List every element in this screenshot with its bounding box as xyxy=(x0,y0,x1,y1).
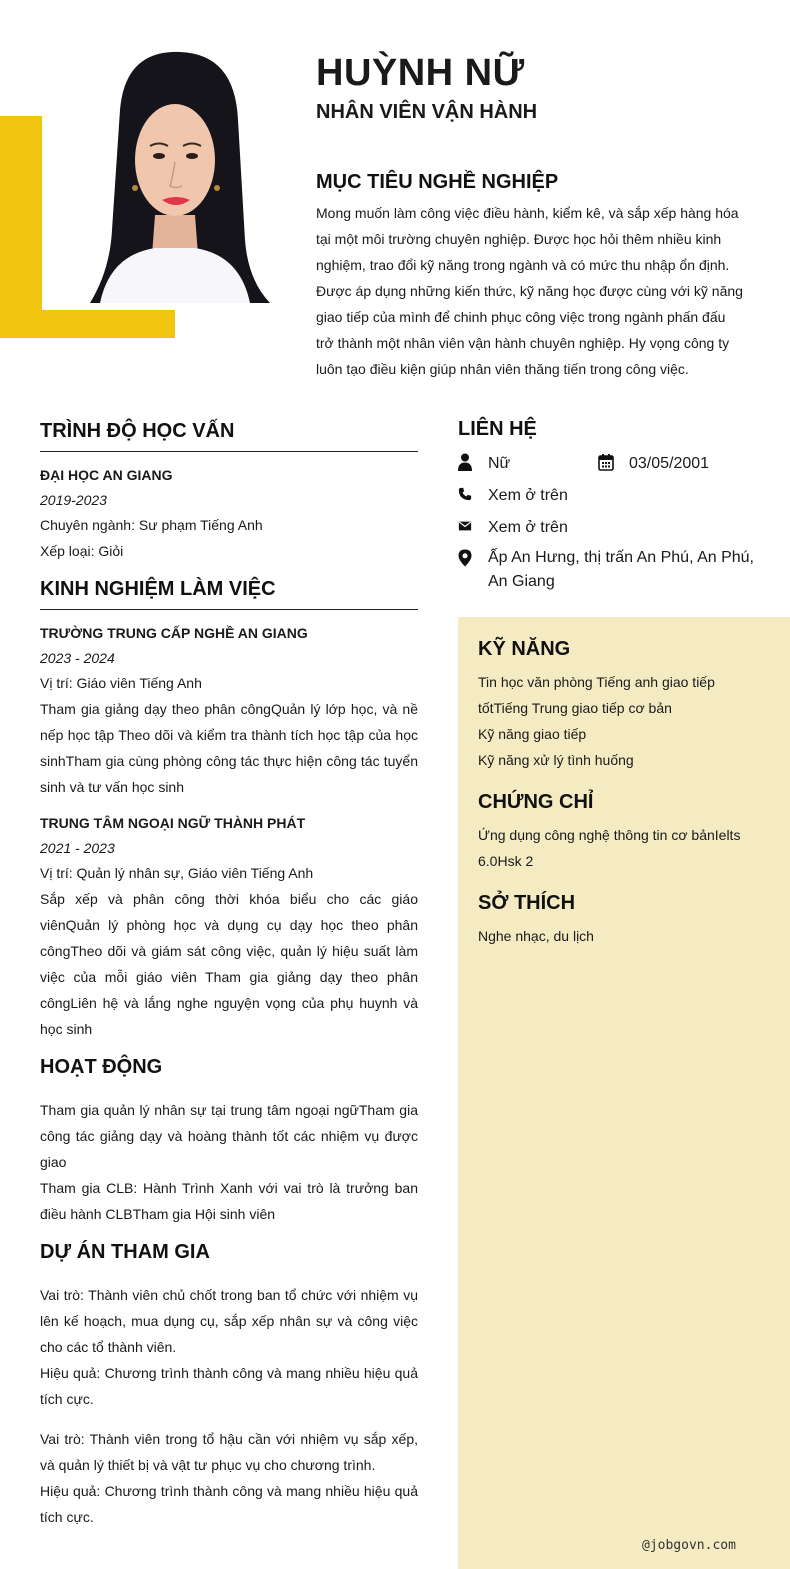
job-title: NHÂN VIÊN VẬN HÀNH xyxy=(316,101,538,123)
objective-text: Mong muốn làm công việc điều hành, kiểm kê, và sắp xếp hàng hóa tại một môi trường chuyên nghiệp. Được học hỏi thêm nhiều kinh nghiệm, trao đổi kỹ năng trong ngành và có mức thu nhập ổn định. Được áp dụng những kiến thức, kỹ năng học được cùng với kỹ năng giao tiếp của mình để chinh phục công việc trong ngành phấn đấu trở thành một nhân viên vận hành chuyên nghiệp. Hy vọng công ty luôn tạo điều kiện giúp nhân viên thăng tiến trong công việc. xyxy=(316,205,743,377)
main-column xyxy=(40,420,418,1530)
person-icon xyxy=(458,453,472,471)
experience-position: Vị trí: Giáo viên Tiếng Anh xyxy=(40,675,202,691)
skill-item: Kỹ năng giao tiếp xyxy=(478,726,587,742)
experience-org: TRUNG TÂM NGOẠI NGỮ THÀNH PHÁT xyxy=(40,815,306,831)
activities-section xyxy=(40,1056,418,1227)
experience-period: 2023 - 2024 xyxy=(40,650,115,666)
skills-heading: KỸ NĂNG xyxy=(478,638,571,660)
project-item xyxy=(40,1282,418,1412)
experience-period: 2021 - 2023 xyxy=(40,840,115,856)
accent-bar xyxy=(0,116,42,338)
hobbies-heading: SỞ THÍCH xyxy=(478,892,576,914)
activity-item: Tham gia CLB: Hành Trình Xanh với vai trò là trưởng ban điều hành CLBTham gia Hội sinh viên xyxy=(40,1180,418,1222)
education-major: Chuyên ngành: Sư phạm Tiếng Anh xyxy=(40,517,263,533)
contact-gender: Nữ xyxy=(488,455,511,472)
contact-row-email xyxy=(458,515,758,547)
contact-heading: LIÊN HỆ xyxy=(458,418,537,440)
activity-item: Tham gia quản lý nhân sự tại trung tâm ngoại ngữTham gia công tác giảng dạy và hoàng thành tốt các nhiệm vụ được giao xyxy=(40,1102,418,1170)
objective-heading: MỤC TIÊU NGHỀ NGHIỆP xyxy=(316,171,559,193)
education-school: ĐẠI HỌC AN GIANG xyxy=(40,467,173,483)
contact-address: Ấp An Hưng, thị trấn An Phú, An Phú, An Giang xyxy=(488,549,754,590)
contact-row-phone xyxy=(458,483,758,515)
contact-phone: Xem ở trên xyxy=(488,487,568,504)
experience-desc: Sắp xếp và phân công thời khóa biểu cho các giáo viênQuản lý phòng học và dụng cụ dạy học theo phân côngTheo dõi và giám sát công việc, quản lý hiệu suất làm việc của mỗi giáo viên Tham gia giảng dạy theo phân côngLiên hệ và lắng nghe nguyện vọng của phụ huynh và học sinh xyxy=(40,891,418,1037)
experience-section xyxy=(40,578,418,1042)
skill-item: Kỹ năng xử lý tình huống xyxy=(478,752,634,768)
sidebar xyxy=(478,638,758,949)
contact-row-gender xyxy=(458,451,758,483)
education-section xyxy=(40,420,418,564)
location-pin-icon xyxy=(458,549,472,567)
watermark: @jobgovn.com xyxy=(642,1538,736,1553)
contact-birthday: 03/05/2001 xyxy=(629,455,710,472)
projects-heading: DỰ ÁN THAM GIA xyxy=(40,1241,210,1263)
experience-heading: KINH NGHIỆM LÀM VIỆC xyxy=(40,578,418,610)
experience-desc: Tham gia giảng dạy theo phân côngQuản lý lớp học, và nề nếp học tập Theo dõi và kiểm tra thành tích học tập của học sinhTham gia cùng phòng công tác thực hiện công tác tuyển sinh và tư vấn học sinh xyxy=(40,701,418,795)
contact-row-address xyxy=(458,547,758,597)
certificates-section xyxy=(478,791,758,874)
experience-item xyxy=(40,620,418,800)
experience-org: TRƯỜNG TRUNG CẤP NGHỀ AN GIANG xyxy=(40,625,308,641)
candidate-name: HUỲNH NỮ xyxy=(316,52,525,94)
contact-section xyxy=(458,418,758,597)
phone-icon xyxy=(458,485,472,503)
education-period: 2019-2023 xyxy=(40,492,107,508)
experience-position: Vị trí: Quản lý nhân sự, Giáo viên Tiếng Anh xyxy=(40,865,314,881)
education-heading: TRÌNH ĐỘ HỌC VẤN xyxy=(40,420,418,452)
project-item xyxy=(40,1426,418,1530)
profile-photo xyxy=(70,40,271,303)
project-result: Hiệu quả: Chương trình thành công và mang nhiều hiệu quả tích cực. xyxy=(40,1365,418,1407)
mail-icon xyxy=(458,517,472,535)
activities-heading: HOẠT ĐỘNG xyxy=(40,1056,163,1078)
projects-section xyxy=(40,1241,418,1530)
project-result: Hiệu quả: Chương trình thành công và mang nhiều hiệu quả tích cực. xyxy=(40,1483,418,1525)
experience-item xyxy=(40,810,418,1042)
skill-item: Tin học văn phòng Tiếng anh giao tiếp tốtTiếng Trung giao tiếp cơ bản xyxy=(478,674,715,716)
calendar-icon xyxy=(598,453,614,471)
hobbies-text: Nghe nhạc, du lịch xyxy=(478,928,594,944)
project-role: Vai trò: Thành viên trong tổ hậu cần với nhiệm vụ sắp xếp, và quản lý thiết bị và vật tư phục vụ cho chương trình. xyxy=(40,1431,418,1473)
certificates-text: Ứng dụng công nghệ thông tin cơ bảnIelts 6.0Hsk 2 xyxy=(478,827,741,869)
education-grade: Xếp loại: Giỏi xyxy=(40,543,124,559)
certificates-heading: CHỨNG CHỈ xyxy=(478,791,594,813)
portrait-illustration xyxy=(70,40,271,303)
objective-section xyxy=(316,171,746,382)
project-role: Vai trò: Thành viên chủ chốt trong ban tổ chức với nhiệm vụ lên kế hoạch, mua dụng cụ, sắp xếp nhân sự và công việc cho các tổ thành viên. xyxy=(40,1287,418,1355)
hobbies-section xyxy=(478,892,758,949)
accent-base xyxy=(0,310,175,338)
skills-section xyxy=(478,638,758,773)
contact-email: Xem ở trên xyxy=(488,519,568,536)
